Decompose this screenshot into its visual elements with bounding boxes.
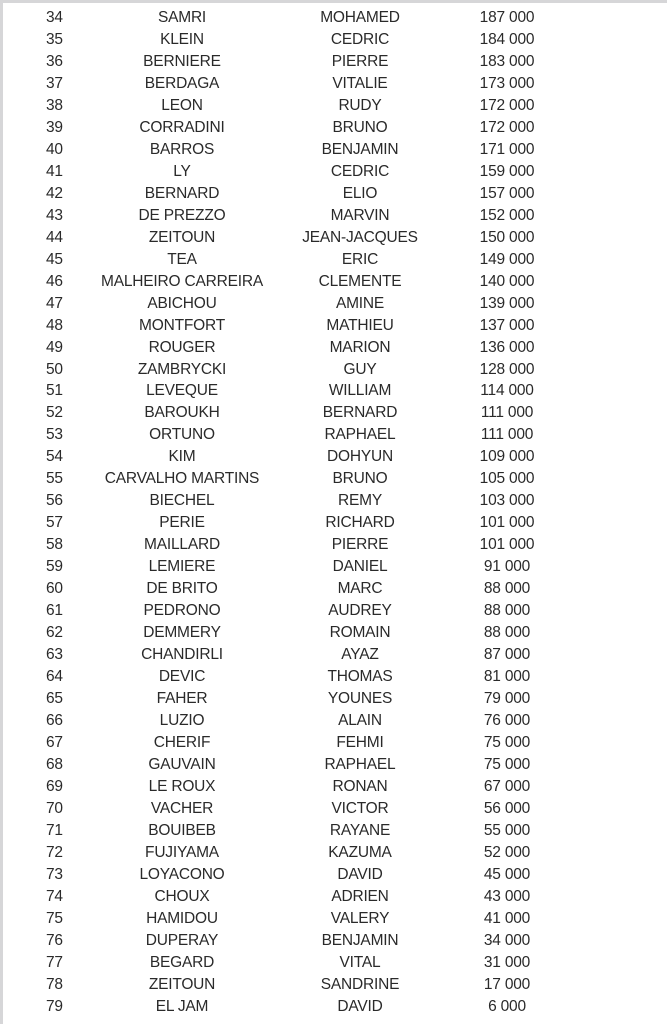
table-row bbox=[0, 249, 667, 271]
first-name-cell: BRUNO bbox=[332, 118, 388, 136]
first-name-cell: DOHYUN bbox=[327, 448, 393, 466]
amount-cell: 75 000 bbox=[483, 733, 531, 751]
rank-cell: 63 bbox=[46, 646, 63, 664]
amount-cell: 105 000 bbox=[479, 470, 535, 488]
amount-cell: 55 000 bbox=[483, 821, 531, 839]
first-name-cell: VICTOR bbox=[331, 799, 389, 817]
amount-cell: 88 000 bbox=[483, 580, 531, 598]
last-name-cell: DEVIC bbox=[158, 668, 206, 686]
rank-cell: 70 bbox=[46, 799, 63, 817]
first-name-cell: ROMAIN bbox=[329, 624, 391, 642]
last-name-cell: LE ROUX bbox=[148, 777, 216, 795]
amount-cell: 157 000 bbox=[479, 184, 535, 202]
rank-cell: 53 bbox=[46, 426, 63, 444]
rank-cell: 72 bbox=[46, 843, 63, 861]
rank-cell: 44 bbox=[46, 228, 63, 246]
amount-cell: 17 000 bbox=[483, 975, 531, 993]
last-name-cell: ABICHOU bbox=[147, 294, 217, 312]
amount-cell: 88 000 bbox=[483, 624, 531, 642]
table-row bbox=[0, 534, 667, 556]
first-name-cell: RICHARD bbox=[325, 514, 395, 532]
first-name-cell: DAVID bbox=[337, 865, 383, 883]
first-name-cell: RONAN bbox=[332, 777, 388, 795]
table-row bbox=[0, 315, 667, 337]
amount-cell: 159 000 bbox=[479, 162, 535, 180]
rank-cell: 56 bbox=[46, 492, 63, 510]
last-name-cell: BERDAGA bbox=[144, 74, 220, 92]
table-row bbox=[0, 271, 667, 293]
rank-cell: 79 bbox=[46, 997, 63, 1015]
amount-cell: 79 000 bbox=[483, 690, 531, 708]
first-name-cell: PIERRE bbox=[331, 52, 389, 70]
last-name-cell: GAUVAIN bbox=[148, 755, 216, 773]
rank-cell: 64 bbox=[46, 668, 63, 686]
rank-cell: 49 bbox=[46, 338, 63, 356]
amount-cell: 172 000 bbox=[479, 96, 535, 114]
table-row bbox=[0, 139, 667, 161]
first-name-cell: ERIC bbox=[341, 250, 379, 268]
rank-cell: 40 bbox=[46, 140, 63, 158]
table-row bbox=[0, 380, 667, 402]
rank-cell: 71 bbox=[46, 821, 63, 839]
table-row bbox=[0, 402, 667, 424]
first-name-cell: MATHIEU bbox=[326, 316, 394, 334]
rank-cell: 66 bbox=[46, 712, 63, 729]
amount-cell: 41 000 bbox=[483, 909, 531, 927]
last-name-cell: ORTUNO bbox=[149, 426, 215, 444]
rank-cell: 42 bbox=[46, 184, 63, 202]
table-row bbox=[0, 51, 667, 73]
last-name-cell: DEMMERY bbox=[143, 624, 221, 642]
table-row bbox=[0, 952, 667, 974]
amount-cell: 52 000 bbox=[483, 843, 531, 861]
last-name-cell: BERNIERE bbox=[143, 52, 221, 70]
rank-cell: 38 bbox=[46, 96, 63, 114]
first-name-cell: MARC bbox=[337, 580, 383, 598]
first-name-cell: RAPHAEL bbox=[324, 755, 396, 773]
first-name-cell: MOHAMED bbox=[320, 9, 400, 26]
last-name-cell: ZEITOUN bbox=[148, 975, 216, 993]
rank-cell: 45 bbox=[46, 250, 63, 268]
amount-cell: 87 000 bbox=[483, 646, 531, 664]
last-name-cell: FUJIYAMA bbox=[145, 843, 219, 861]
table-row bbox=[0, 930, 667, 952]
rank-cell: 41 bbox=[46, 162, 63, 180]
table-row bbox=[0, 776, 667, 798]
rank-cell: 48 bbox=[46, 316, 63, 334]
last-name-cell: ZEITOUN bbox=[148, 228, 216, 246]
table-row bbox=[0, 29, 667, 51]
table-row bbox=[0, 842, 667, 864]
rank-cell: 59 bbox=[46, 558, 63, 576]
amount-cell: 128 000 bbox=[479, 360, 535, 378]
amount-cell: 81 000 bbox=[483, 668, 531, 686]
last-name-cell: SAMRI bbox=[157, 9, 207, 26]
table-row bbox=[0, 512, 667, 534]
last-name-cell: CHERIF bbox=[153, 733, 211, 751]
rank-cell: 54 bbox=[46, 448, 63, 466]
rank-cell: 73 bbox=[46, 865, 63, 883]
first-name-cell: SANDRINE bbox=[320, 975, 400, 993]
last-name-cell: VACHER bbox=[150, 799, 214, 817]
last-name-cell: KLEIN bbox=[160, 30, 204, 48]
last-name-cell: MALHEIRO CARREIRA bbox=[101, 272, 263, 290]
rank-cell: 77 bbox=[46, 953, 63, 971]
table-row bbox=[0, 95, 667, 117]
first-name-cell: JEAN-JACQUES bbox=[302, 228, 418, 246]
rank-cell: 57 bbox=[46, 514, 63, 532]
table-row bbox=[0, 73, 667, 95]
amount-cell: 67 000 bbox=[483, 777, 531, 795]
table-row bbox=[0, 820, 667, 842]
table-row bbox=[0, 666, 667, 688]
last-name-cell: LOYACONO bbox=[139, 865, 225, 883]
amount-cell: 103 000 bbox=[479, 492, 535, 510]
table-row bbox=[0, 974, 667, 996]
table-row bbox=[0, 622, 667, 644]
amount-cell: 45 000 bbox=[483, 865, 531, 883]
amount-cell: 150 000 bbox=[479, 228, 535, 246]
amount-cell: 43 000 bbox=[483, 887, 531, 905]
amount-cell: 171 000 bbox=[479, 140, 535, 158]
last-name-cell: CARVALHO MARTINS bbox=[104, 470, 260, 488]
amount-cell: 34 000 bbox=[483, 931, 531, 949]
rank-cell: 39 bbox=[46, 118, 63, 136]
table-row bbox=[0, 886, 667, 908]
amount-cell: 91 000 bbox=[483, 558, 531, 576]
rank-cell: 68 bbox=[46, 755, 63, 773]
rank-cell: 78 bbox=[46, 975, 63, 993]
last-name-cell: BEGARD bbox=[149, 953, 215, 971]
amount-cell: 152 000 bbox=[479, 206, 535, 224]
first-name-cell: CLEMENTE bbox=[318, 272, 402, 290]
rank-cell: 51 bbox=[46, 382, 63, 400]
table-row bbox=[0, 161, 667, 183]
page-border-top bbox=[0, 0, 667, 3]
first-name-cell: MARVIN bbox=[330, 206, 390, 224]
amount-cell: 76 000 bbox=[483, 712, 531, 729]
first-name-cell: BENJAMIN bbox=[321, 931, 399, 949]
first-name-cell: RAYANE bbox=[329, 821, 391, 839]
rank-cell: 75 bbox=[46, 909, 63, 927]
rank-cell: 46 bbox=[46, 272, 63, 290]
amount-cell: 173 000 bbox=[479, 74, 535, 92]
amount-cell: 111 000 bbox=[480, 426, 534, 444]
last-name-cell: BIECHEL bbox=[149, 492, 215, 510]
first-name-cell: BENJAMIN bbox=[321, 140, 399, 158]
table-row bbox=[0, 490, 667, 512]
table-row bbox=[0, 337, 667, 359]
first-name-cell: ALAIN bbox=[338, 712, 382, 729]
table-row bbox=[0, 468, 667, 490]
last-name-cell: TEA bbox=[167, 250, 197, 268]
rank-cell: 61 bbox=[46, 602, 63, 620]
table-row bbox=[0, 908, 667, 930]
rank-cell: 58 bbox=[46, 536, 63, 554]
last-name-cell: BERNARD bbox=[144, 184, 220, 202]
rank-cell: 55 bbox=[46, 470, 63, 488]
table-row bbox=[0, 293, 667, 315]
table-row bbox=[0, 446, 667, 468]
first-name-cell: THOMAS bbox=[327, 668, 393, 686]
first-name-cell: DAVID bbox=[337, 997, 383, 1015]
table-row bbox=[0, 227, 667, 249]
rank-cell: 74 bbox=[46, 887, 63, 905]
last-name-cell: LUZIO bbox=[159, 712, 205, 729]
first-name-cell: DANIEL bbox=[332, 558, 388, 576]
rank-cell: 62 bbox=[46, 624, 63, 642]
last-name-cell: CORRADINI bbox=[139, 118, 225, 136]
first-name-cell: BRUNO bbox=[332, 470, 388, 488]
amount-cell: 172 000 bbox=[479, 118, 535, 136]
amount-cell: 101 000 bbox=[479, 536, 535, 554]
first-name-cell: REMY bbox=[338, 492, 382, 510]
last-name-cell: CHOUX bbox=[154, 887, 210, 905]
table-row bbox=[0, 556, 667, 578]
amount-cell: 56 000 bbox=[483, 799, 531, 817]
rank-cell: 34 bbox=[46, 9, 63, 26]
last-name-cell: LEVEQUE bbox=[146, 382, 218, 400]
first-name-cell: ADRIEN bbox=[331, 887, 389, 905]
rank-cell: 43 bbox=[46, 206, 63, 224]
table-row bbox=[0, 996, 667, 1018]
rank-cell: 60 bbox=[46, 580, 63, 598]
first-name-cell: WILLIAM bbox=[328, 382, 392, 400]
first-name-cell: MARION bbox=[329, 338, 391, 356]
first-name-cell: BERNARD bbox=[322, 404, 398, 422]
last-name-cell: BARROS bbox=[149, 140, 215, 158]
amount-cell: 149 000 bbox=[479, 250, 535, 268]
rank-cell: 69 bbox=[46, 777, 63, 795]
table-row bbox=[0, 117, 667, 139]
first-name-cell: AUDREY bbox=[328, 602, 392, 620]
first-name-cell: VITALIE bbox=[332, 74, 388, 92]
rank-cell: 52 bbox=[46, 404, 63, 422]
first-name-cell: PIERRE bbox=[331, 536, 389, 554]
table-row bbox=[0, 359, 667, 381]
last-name-cell: HAMIDOU bbox=[146, 909, 218, 927]
table-row bbox=[0, 644, 667, 666]
amount-cell: 136 000 bbox=[479, 338, 535, 356]
table-row bbox=[0, 710, 667, 732]
amount-cell: 109 000 bbox=[479, 448, 535, 466]
table-row bbox=[0, 600, 667, 622]
last-name-cell: ROUGER bbox=[148, 338, 216, 356]
rank-cell: 37 bbox=[46, 74, 63, 92]
rank-cell: 36 bbox=[46, 52, 63, 70]
last-name-cell: PERIE bbox=[159, 514, 205, 532]
table-row bbox=[0, 424, 667, 446]
table-row bbox=[0, 754, 667, 776]
amount-cell: 101 000 bbox=[479, 514, 535, 532]
last-name-cell: LY bbox=[173, 162, 191, 180]
amount-cell: 137 000 bbox=[479, 316, 535, 334]
last-name-cell: FAHER bbox=[156, 690, 208, 708]
first-name-cell: AYAZ bbox=[341, 646, 379, 664]
last-name-cell: DUPERAY bbox=[145, 931, 219, 949]
table-row bbox=[0, 732, 667, 754]
last-name-cell: LEMIERE bbox=[148, 558, 216, 576]
amount-cell: 114 000 bbox=[480, 382, 534, 400]
rank-cell: 67 bbox=[46, 733, 63, 751]
table-row bbox=[0, 578, 667, 600]
first-name-cell: FEHMI bbox=[336, 733, 384, 751]
table-row bbox=[0, 7, 667, 29]
rank-cell: 65 bbox=[46, 690, 63, 708]
amount-cell: 184 000 bbox=[479, 30, 535, 48]
amount-cell: 183 000 bbox=[479, 52, 535, 70]
last-name-cell: MONTFORT bbox=[139, 316, 225, 334]
last-name-cell: DE PREZZO bbox=[138, 206, 226, 224]
table-row bbox=[0, 183, 667, 205]
amount-cell: 111 000 bbox=[480, 404, 534, 422]
ranking-table bbox=[0, 7, 667, 1018]
first-name-cell: VITAL bbox=[339, 953, 381, 971]
last-name-cell: MAILLARD bbox=[144, 536, 220, 554]
amount-cell: 140 000 bbox=[479, 272, 535, 290]
rank-cell: 50 bbox=[46, 360, 63, 378]
rank-cell: 76 bbox=[46, 931, 63, 949]
last-name-cell: KIM bbox=[168, 448, 196, 466]
last-name-cell: EL JAM bbox=[155, 997, 209, 1015]
last-name-cell: BOUIBEB bbox=[148, 821, 216, 839]
table-row bbox=[0, 688, 667, 710]
first-name-cell: VALERY bbox=[330, 909, 390, 927]
amount-cell: 75 000 bbox=[483, 755, 531, 773]
amount-cell: 31 000 bbox=[483, 953, 531, 971]
first-name-cell: KAZUMA bbox=[328, 843, 392, 861]
last-name-cell: DE BRITO bbox=[146, 580, 218, 598]
last-name-cell: LEON bbox=[161, 96, 203, 114]
first-name-cell: RAPHAEL bbox=[324, 426, 396, 444]
table-row bbox=[0, 864, 667, 886]
first-name-cell: CEDRIC bbox=[330, 162, 390, 180]
amount-cell: 139 000 bbox=[479, 294, 535, 312]
rank-cell: 47 bbox=[46, 294, 63, 312]
rank-cell: 35 bbox=[46, 30, 63, 48]
amount-cell: 88 000 bbox=[483, 602, 531, 620]
first-name-cell: ELIO bbox=[342, 184, 378, 202]
first-name-cell: GUY bbox=[343, 360, 377, 378]
first-name-cell: RUDY bbox=[338, 96, 382, 114]
first-name-cell: CEDRIC bbox=[330, 30, 390, 48]
last-name-cell: CHANDIRLI bbox=[141, 646, 223, 664]
amount-cell: 187 000 bbox=[479, 9, 535, 26]
last-name-cell: BAROUKH bbox=[144, 404, 220, 422]
last-name-cell: PEDRONO bbox=[143, 602, 221, 620]
last-name-cell: ZAMBRYCKI bbox=[137, 360, 227, 378]
table-row bbox=[0, 798, 667, 820]
first-name-cell: YOUNES bbox=[327, 690, 393, 708]
first-name-cell: AMINE bbox=[335, 294, 385, 312]
table-row bbox=[0, 205, 667, 227]
amount-cell: 6 000 bbox=[488, 997, 526, 1015]
